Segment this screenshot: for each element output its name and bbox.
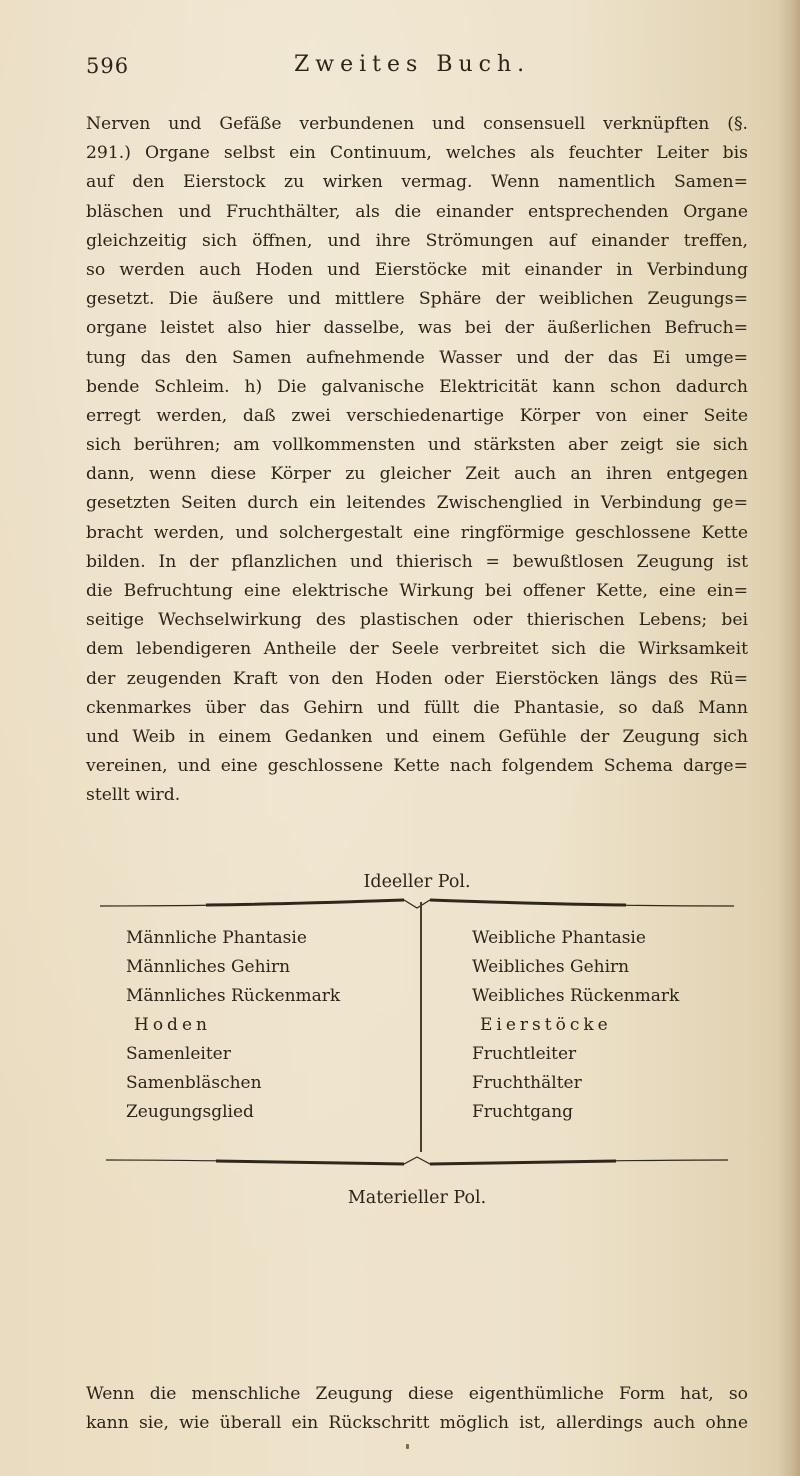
text-line: ckenmarkes über das Gehirn und füllt die Phantasie, so daß Mann [86, 697, 748, 718]
text-line: gesetzten Seiten durch ein leitendes Zwischenglied in Verbindung ge= [86, 493, 748, 514]
male-item: Zeugungsglied [126, 1102, 254, 1122]
text-line: tung das den Samen aufnehmende Wasser und der das Ei umge= [86, 347, 748, 368]
male-item: Männliches Gehirn [126, 957, 291, 977]
text-line: bende Schleim. h) Die galvanische Elektricität kann schon dadurch [86, 376, 748, 397]
text-line: 291.) Organe selbst ein Continuum, welches als feuchter Leiter bis [86, 143, 748, 164]
text-line: bilden. In der pflanzlichen und thierisch = bewußtlosen Zeugung ist [86, 551, 748, 572]
text-line: sich berühren; am vollkommensten und stärksten aber zeigt sie sich [86, 435, 748, 456]
material-pole-label: Materieller Pol. [347, 1188, 487, 1208]
male-item: Männliches Rückenmark [126, 986, 341, 1006]
male-item: Hoden [134, 1015, 211, 1035]
text-line: die Befruchtung eine elektrische Wirkung bei offener Kette, eine ein= [86, 581, 748, 601]
female-item: Eierstöcke [480, 1015, 612, 1035]
text-line: gesetzt. Die äußere und mittlere Sphäre der weiblichen Zeugungs= [86, 289, 748, 310]
text-line: Nerven und Gefäße verbundenen und consensuell verknüpften (§. [86, 114, 748, 134]
column-divider [420, 902, 422, 1152]
text-line: erregt werden, daß zwei verschiedenartige Körper von einer Seite [86, 405, 748, 426]
page-number: 596 [86, 54, 130, 78]
text-line: so werden auch Hoden und Eierstöcke mit einander in Verbindung [86, 259, 748, 280]
bottom-decorative-rule [86, 1154, 748, 1170]
paper-speck [406, 1444, 409, 1449]
female-item: Weibliches Rückenmark [472, 986, 680, 1006]
female-item: Fruchthälter [472, 1073, 582, 1093]
text-line: stellt wird. [86, 785, 181, 806]
text-line: der zeugenden Kraft von den Hoden oder Eierstöcken längs des Rü= [86, 668, 748, 689]
female-item: Weibliches Gehirn [472, 957, 630, 977]
text-line: und Weib in einem Gedanken und einem Gefühle der Zeugung sich [86, 726, 748, 747]
text-line: seitige Wechselwirkung des plastischen oder thierischen Lebens; bei [86, 610, 748, 631]
following-paragraph [86, 1380, 748, 1438]
running-head: Zweites Buch. [294, 52, 531, 77]
main-paragraph [86, 110, 748, 811]
zeugung-schema [86, 872, 748, 1272]
female-item: Fruchtleiter [472, 1044, 577, 1064]
text-line: dann, wenn diese Körper zu gleicher Zeit auch an ihren entgegen [86, 464, 748, 485]
male-item: Männliche Phantasie [126, 928, 307, 948]
female-item: Fruchtgang [472, 1102, 574, 1122]
text-line: bläschen und Fruchthälter, als die einander entsprechenden Organe [86, 201, 748, 222]
female-item: Weibliche Phantasie [472, 928, 646, 948]
female-column [472, 924, 679, 1127]
text-line: Wenn die menschliche Zeugung diese eigenthümliche Form hat, so [86, 1384, 748, 1404]
text-line: dem lebendigeren Antheile der Seele verbreitet sich die Wirksamkeit [86, 639, 748, 660]
text-line: bracht werden, und solchergestalt eine ringförmige geschlossene Kette [86, 522, 748, 543]
text-line: vereinen, und eine geschlossene Kette nach folgendem Schema darge= [86, 756, 748, 777]
text-line: auf den Eierstock zu wirken vermag. Wenn namentlich Samen= [86, 172, 748, 193]
male-item: Samenleiter [126, 1044, 231, 1064]
male-item: Samenbläschen [126, 1073, 262, 1093]
page-header [86, 48, 736, 88]
text-line: gleichzeitig sich öffnen, und ihre Strömungen auf einander treffen, [86, 230, 748, 251]
page-edge-shadow [778, 0, 800, 1476]
text-line: kann sie, wie überall ein Rückschritt möglich ist, allerdings auch ohne [86, 1413, 748, 1434]
text-line: organe leistet also hier dasselbe, was bei der äußerlichen Befruch= [86, 318, 748, 339]
ideal-pole-label: Ideeller Pol. [363, 872, 471, 892]
top-decorative-rule [86, 896, 748, 912]
male-column [126, 924, 340, 1127]
